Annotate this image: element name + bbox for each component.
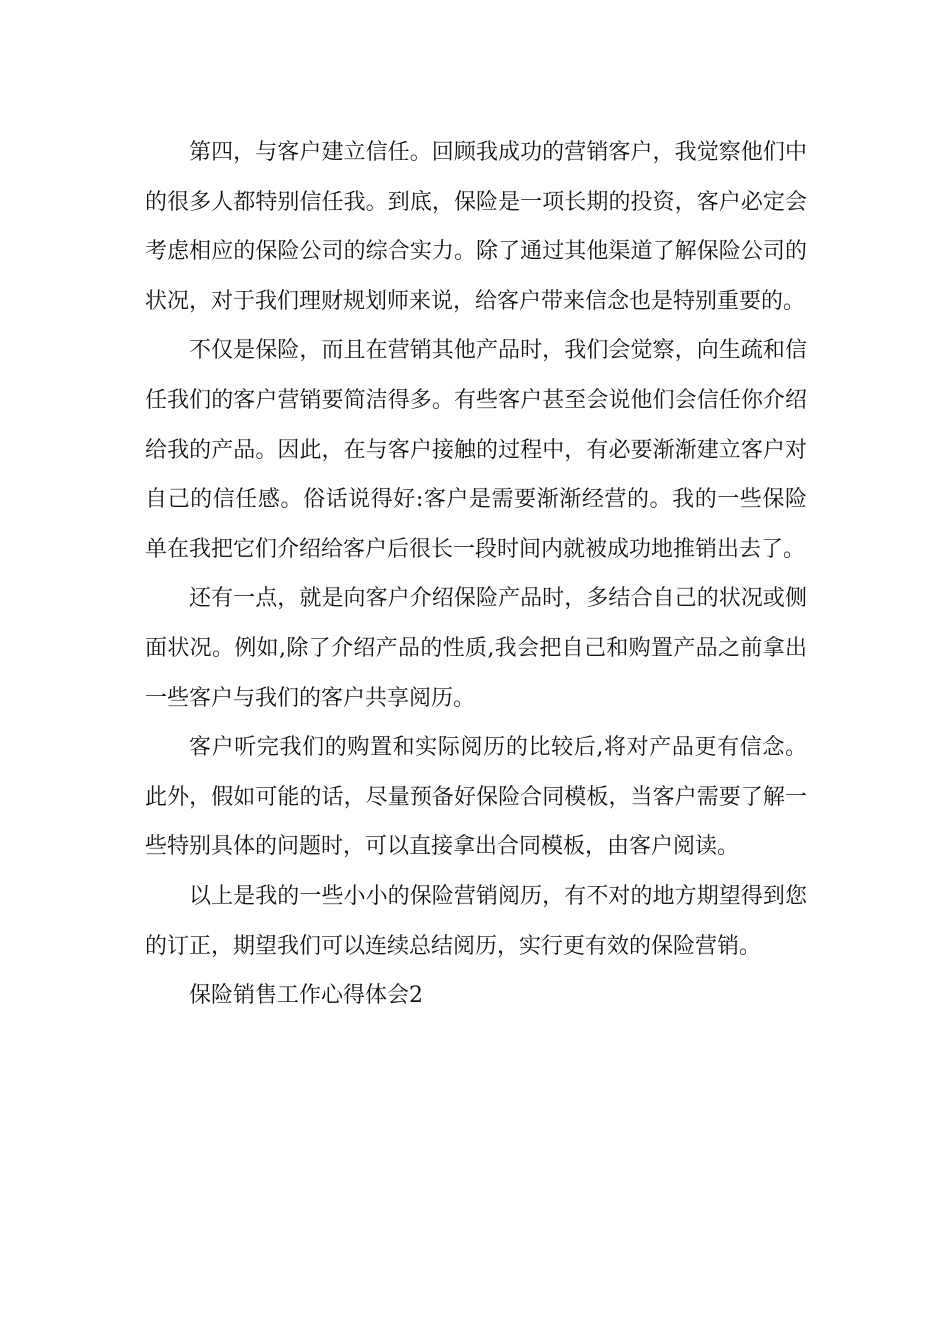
section-heading: 保险销售工作心得体会2	[189, 983, 423, 1009]
paragraph-conclusion: 以上是我的一些小小的保险营销阅历，有不对的地方期望得到您的订正，期望我们可以连续总结阅历，实行更有效的保险营销。	[145, 883, 807, 959]
paragraph-marketing: 不仅是保险，而且在营销其他产品时，我们会觉察，向生疏和信任我们的客户营销要简洁得多。有些客户甚至会说他们会信任你介绍给我的产品。因此，在与客户接触的过程中，有必要渐渐建立客户对自己的信任感。俗话说得好:客户是需要渐渐经营的。我的一些保险单在我把它们介绍给客户后很长一段时间内就被成功地推销出去了。	[145, 338, 807, 562]
paragraph-contract-template: 客户听完我们的购置和实际阅历的比较后,将对产品更有信念。此外，假如可能的话，尽量预备好保险合同模板，当客户需要了解一些特别具体的问题时，可以直接拿出合同模板，由客户阅读。	[145, 735, 807, 860]
paragraph-trust: 第四，与客户建立信任。回顾我成功的营销客户，我觉察他们中的很多人都特别信任我。到底，保险是一项长期的投资，客户必定会考虑相应的保险公司的综合实力。除了通过其他渠道了解保险公司的状况，对于我们理财规划师来说，给客户带来信念也是特别重要的。	[145, 140, 807, 314]
paragraph-own-experience: 还有一点，就是向客户介绍保险产品时，多结合自己的状况或侧面状况。例如,除了介绍产品的性质,我会把自己和购置产品之前拿出一些客户与我们的客户共享阅历。	[145, 586, 807, 711]
document-body	[145, 128, 807, 1021]
